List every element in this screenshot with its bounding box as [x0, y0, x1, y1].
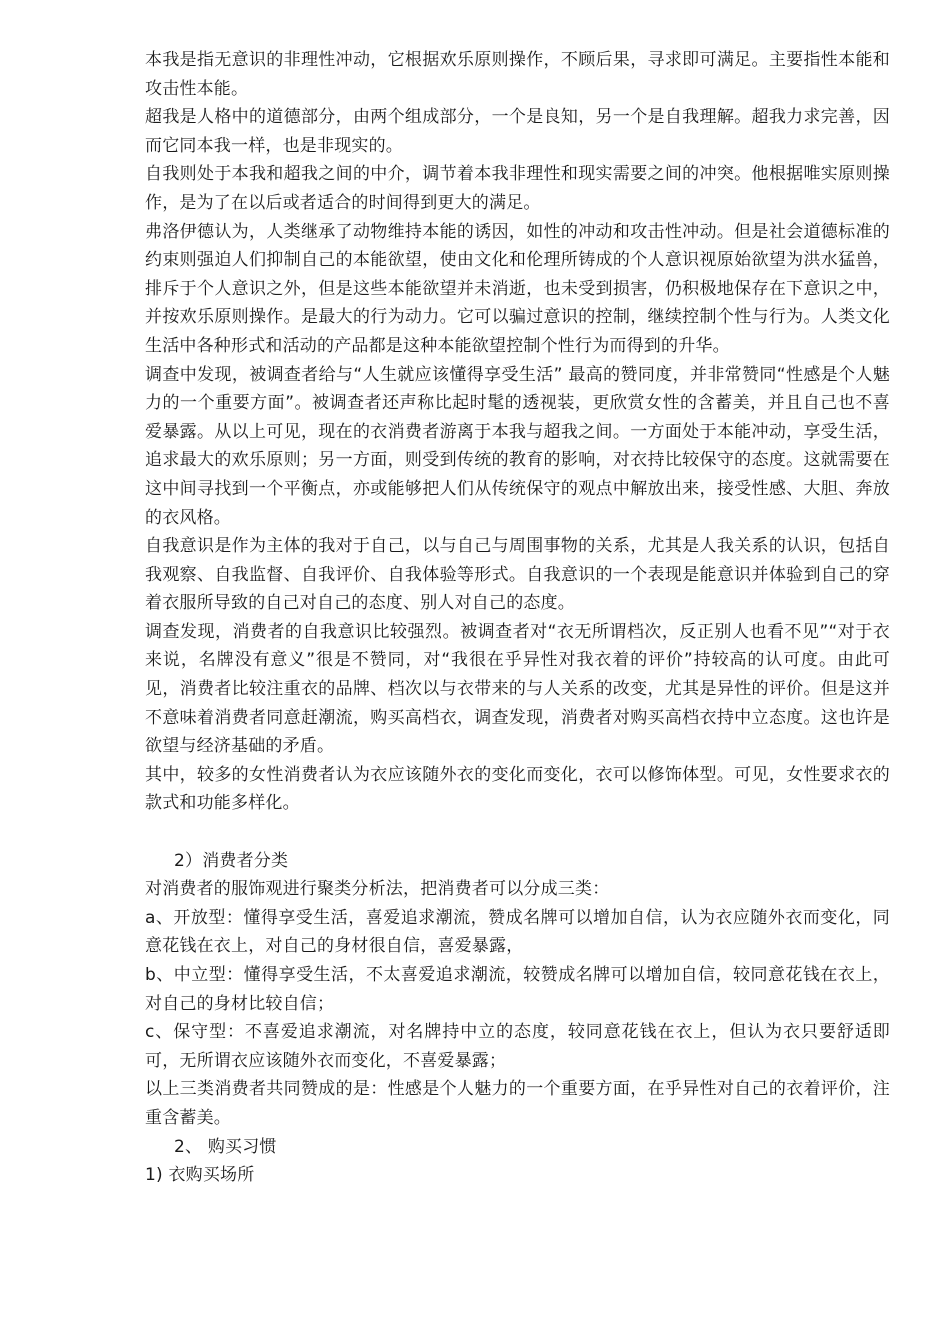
paragraph-freud: 弗洛伊德认为，人类继承了动物维持本能的诱因，如性的冲动和攻击性冲动。但是社会道德标准的约束则强迫人们抑制自己的本能欲望，使由文化和伦理所铸成的个人意识视原始欲望为洪水猛兽，排斥于个人意识之外，但是这些本能欲望并未消逝，也未受到损害，仍积极地保存在下意识之中，并按欢乐原则操作。是最大的行为动力。它可以骗过意识的控制，继续控制个性与行为。人类文化生活中各种形式和活动的产品都是这种本能欲望控制个性行为而得到的升华。: [145, 221, 890, 356]
classification-item-neutral: b、中立型：懂得享受生活，不太喜爱追求潮流，较赞成名牌可以增加自信，较同意花钱在衣上，对自己的身材比较自信；: [145, 965, 890, 1014]
section-heading-consumer-classification: 2）消费者分类: [174, 850, 289, 871]
paragraph-survey-self-awareness: 调查发现，消费者的自我意识比较强烈。被调查者对“衣无所谓档次，反正别人也看不见”“对于衣来说，名牌没有意义”很是不赞同，对“我很在乎异性对我衣着的评价”持较高的认可度。由此可见，消费者比较注重衣的品牌、档次以与衣带来的与人关系的改变，尤其是异性的评价。但是这并不意味着消费者同意赶潮流，购买高档衣，调查发现，消费者对购买高档衣持中立态度。这也许是欲望与经济基础的矛盾。: [145, 621, 890, 757]
blank-line: [145, 818, 890, 847]
classification-summary: 以上三类消费者共同赞成的是：性感是个人魅力的一个重要方面，在乎异性对自己的衣着评价，注重含蓄美。: [145, 1079, 890, 1128]
classification-item-open: a、开放型：懂得享受生活，喜爱追求潮流，赞成名牌可以增加自信，认为衣应随外衣而变化，同意花钱在衣上，对自己的身材很自信，喜爱暴露，: [145, 907, 890, 957]
paragraph-survey-findings: 调查中发现，被调查者给与“人生就应该懂得享受生活” 最高的赞同度，并非常赞同“性感是个人魅力的一个重要方面”。被调查者还声称比起时髦的透视装，更欣赏女性的含蓄美，并且自己也不喜爱暴露。从以上可见，现在的衣消费者游离于本我与超我之间。一方面处于本能冲动，享受生活，追求最大的欢乐原则；另一方面，则受到传统的教育的影响，对衣持比较保守的态度。这就需要在这中间寻找到一个平衡点，亦或能够把人们从传统保守的观点中解放出来，接受性感、大胆、奔放的衣风格。: [145, 364, 890, 528]
paragraph-ego: 自我则处于本我和超我之间的中介，调节着本我非理性和现实需要之间的冲突。他根据唯实原则操作，是为了在以后或者适合的时间得到更大的满足。: [145, 164, 890, 213]
paragraph-female-consumers: 其中，较多的女性消费者认为衣应该随外衣的变化而变化，衣可以修饰体型。可见，女性要求衣的款式和功能多样化。: [145, 764, 890, 814]
paragraph-self-awareness: 自我意识是作为主体的我对于自己，以与自己与周围事物的关系，尤其是人我关系的认识，包括自我观察、自我监督、自我评价、自我体验等形式。自我意识的一个表现是能意识并体验到自己的穿着衣服所导致的自己对自己的态度、别人对自己的态度。: [145, 536, 890, 614]
classification-item-conservative: c、保守型：不喜爱追求潮流，对名牌持中立的态度，较同意花钱在衣上，但认为衣只要舒适即可，无所谓衣应该随外衣而变化，不喜爱暴露；: [145, 1022, 890, 1071]
classification-intro: 对消费者的服饰观进行聚类分析法，把消费者可以分成三类：: [145, 879, 610, 900]
paragraph-id: 本我是指无意识的非理性冲动，它根据欢乐原则操作，不顾后果，寻求即可满足。主要指性本能和攻击性本能。: [145, 50, 890, 99]
paragraph-superego: 超我是人格中的道德部分，由两个组成部分，一个是良知，另一个是自我理解。超我力求完善，因而它同本我一样，也是非现实的。: [145, 107, 890, 156]
subheading-purchase-venue: 1) 衣购买场所: [145, 1165, 255, 1186]
document-body: [145, 46, 890, 1190]
section-heading-purchase-habits: 2、 购买习惯: [174, 1136, 277, 1157]
